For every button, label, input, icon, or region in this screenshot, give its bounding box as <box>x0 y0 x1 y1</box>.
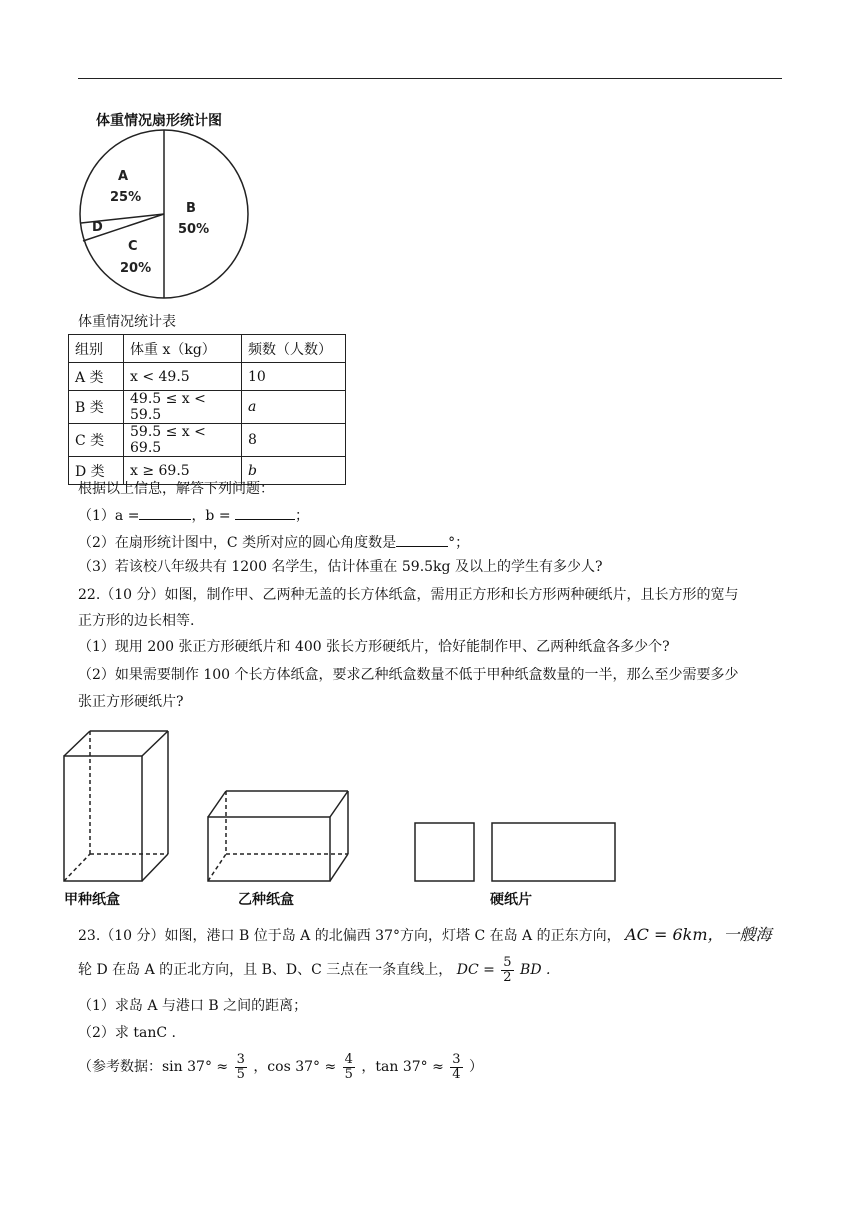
q21-p2-end: °； <box>448 535 470 551</box>
q23-line2a: 轮 D 在岛 A 的正北方向，且 B、D、C 三点在一条直线上， <box>78 962 453 978</box>
q23-line1b: AC = 6km，一艘海 <box>625 925 772 944</box>
q23-line1 <box>78 925 772 946</box>
ref-end: ） <box>469 1059 484 1075</box>
q23-reference <box>78 1050 483 1084</box>
fraction-5-2: $\frac{5}{2}$ <box>503 954 512 985</box>
table-header-row <box>69 335 346 363</box>
pie-label-a: A <box>118 169 129 184</box>
q23-part2: （2）求 tanC . <box>78 1025 176 1041</box>
label-yi: 乙种纸盒 <box>238 892 294 908</box>
table-header: 频数（人数） <box>242 335 346 363</box>
q23-line2b: DC = <box>456 962 495 978</box>
q21-part3: （3）若该校八年级共有 1200 名学生，估计体重在 59.5kg 及以上的学生有多少人? <box>78 559 603 575</box>
pie-label-c: C <box>128 239 138 254</box>
rectangle-piece <box>492 823 615 881</box>
pie-pct-a: 25% <box>110 190 142 205</box>
label-jia: 甲种纸盒 <box>64 892 120 908</box>
table-cell: a <box>242 391 346 424</box>
fraction-3-5: $\frac{3}{5}$ <box>236 1051 245 1082</box>
q21-b-label: ，b = <box>191 508 231 524</box>
ref-sin: （参考数据：sin 37° ≈ <box>78 1059 229 1075</box>
q21-a-label: （1）a = <box>78 508 140 524</box>
table-cell: x < 49.5 <box>124 363 242 391</box>
q23-part1: （1）求岛 A 与港口 B 之间的距离； <box>78 998 308 1014</box>
pie-label-d: D <box>92 220 103 235</box>
table-cell: x ≥ 69.5 <box>124 457 242 485</box>
table-caption: 体重情况统计表 <box>78 314 176 330</box>
blank-angle <box>396 532 448 547</box>
pie-pct-c: 20% <box>120 261 152 276</box>
pie-title: 体重情况扇形统计图 <box>96 113 222 129</box>
pie-pct-b: 50% <box>178 222 210 237</box>
table-cell: 49.5 ≤ x < 59.5 <box>124 391 242 424</box>
ref-tan: ，tan 37° ≈ <box>361 1059 444 1075</box>
table-cell: b <box>242 457 346 485</box>
table-cell: 59.5 ≤ x < 69.5 <box>124 424 242 457</box>
q22-part1: （1）现用 200 张正方形硬纸片和 400 张长方形硬纸片，恰好能制作甲、乙两种纸盒各多少个? <box>78 639 670 655</box>
header-rule <box>78 78 782 79</box>
q22-part2b: 张正方形硬纸片? <box>78 694 184 710</box>
q22-line2: 正方形的边长相等. <box>78 613 195 629</box>
blank-b <box>235 505 295 520</box>
q23-line2 <box>78 953 550 987</box>
table-header: 组别 <box>69 335 124 363</box>
table-row <box>69 363 346 391</box>
pie-chart <box>78 128 258 303</box>
blank-a <box>139 505 191 520</box>
table-cell: A 类 <box>69 363 124 391</box>
table-cell: C 类 <box>69 424 124 457</box>
pie-label-b: B <box>186 201 196 216</box>
q21-part1 <box>78 505 309 526</box>
fraction-3-4: $\frac{3}{4}$ <box>452 1051 461 1082</box>
table-cell: D 类 <box>69 457 124 485</box>
table-header: 体重 x（kg） <box>124 335 242 363</box>
table-cell: 8 <box>242 424 346 457</box>
weight-table <box>68 334 346 485</box>
q21-part2 <box>78 532 469 553</box>
square-piece <box>415 823 474 881</box>
fraction-4-5: $\frac{4}{5}$ <box>344 1051 353 1082</box>
table-cell: 10 <box>242 363 346 391</box>
table-row <box>69 391 346 424</box>
q23-line1a: 23.（10 分）如图，港口 B 位于岛 A 的北偏西 37°方向，灯塔 C 在岛 A 的正东方向， <box>78 928 621 944</box>
ref-cos: ，cos 37° ≈ <box>253 1059 337 1075</box>
label-card: 硬纸片 <box>490 892 532 908</box>
q22-part2a: （2）如果需要制作 100 个长方体纸盒，要求乙种纸盒数量不低于甲种纸盒数量的一半，那么至少需要多少 <box>78 667 739 683</box>
table-row <box>69 424 346 457</box>
q21-intro: 根据以上信息，解答下列问题： <box>78 481 274 497</box>
table-cell: B 类 <box>69 391 124 424</box>
box-jia <box>64 731 168 881</box>
q21-p1-end: ； <box>295 508 310 524</box>
q22-line1: 22.（10 分）如图，制作甲、乙两种无盖的长方体纸盒，需用正方形和长方形两种硬纸片，且长方形的宽与 <box>78 587 739 603</box>
boxes-figure <box>60 726 640 888</box>
q21-p2-text: （2）在扇形统计图中，C 类所对应的圆心角度数是 <box>78 535 397 551</box>
q23-line2c: BD . <box>520 962 551 978</box>
box-yi <box>208 791 348 881</box>
